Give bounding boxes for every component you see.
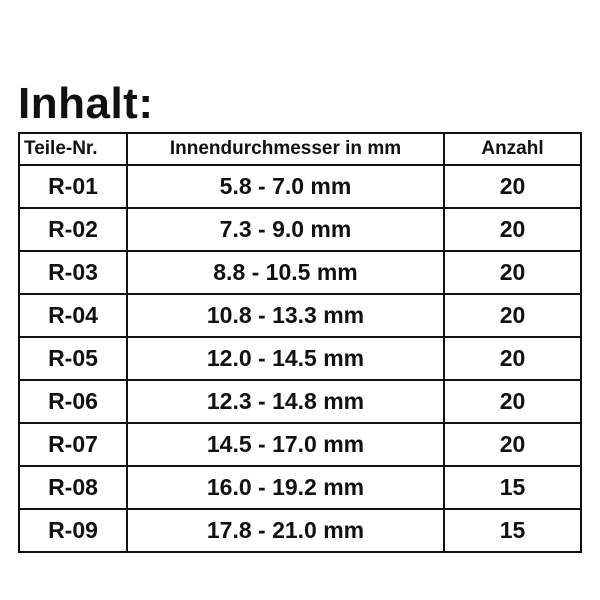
table-row bbox=[19, 509, 581, 552]
cell-quantity: 20 bbox=[444, 423, 581, 466]
cell-part-number: R-06 bbox=[19, 380, 127, 423]
cell-quantity: 15 bbox=[444, 509, 581, 552]
cell-part-number: R-03 bbox=[19, 251, 127, 294]
cell-quantity: 20 bbox=[444, 208, 581, 251]
header-part-number: Teile-Nr. bbox=[19, 133, 127, 165]
contents-table bbox=[18, 132, 582, 553]
table-row bbox=[19, 466, 581, 509]
table-row bbox=[19, 337, 581, 380]
cell-quantity: 20 bbox=[444, 337, 581, 380]
table-header-row bbox=[19, 133, 581, 165]
cell-inner-diameter: 5.8 - 7.0 mm bbox=[127, 165, 444, 208]
cell-inner-diameter: 16.0 - 19.2 mm bbox=[127, 466, 444, 509]
cell-inner-diameter: 12.3 - 14.8 mm bbox=[127, 380, 444, 423]
cell-inner-diameter: 8.8 - 10.5 mm bbox=[127, 251, 444, 294]
cell-quantity: 20 bbox=[444, 165, 581, 208]
table-row bbox=[19, 251, 581, 294]
cell-part-number: R-09 bbox=[19, 509, 127, 552]
header-quantity: Anzahl bbox=[444, 133, 581, 165]
table-row bbox=[19, 380, 581, 423]
page-title: Inhalt: bbox=[18, 79, 154, 128]
table-row bbox=[19, 165, 581, 208]
cell-quantity: 15 bbox=[444, 466, 581, 509]
table-row bbox=[19, 423, 581, 466]
cell-part-number: R-02 bbox=[19, 208, 127, 251]
cell-inner-diameter: 7.3 - 9.0 mm bbox=[127, 208, 444, 251]
cell-part-number: R-01 bbox=[19, 165, 127, 208]
cell-quantity: 20 bbox=[444, 380, 581, 423]
cell-quantity: 20 bbox=[444, 251, 581, 294]
cell-part-number: R-04 bbox=[19, 294, 127, 337]
cell-inner-diameter: 14.5 - 17.0 mm bbox=[127, 423, 444, 466]
cell-inner-diameter: 10.8 - 13.3 mm bbox=[127, 294, 444, 337]
table-row bbox=[19, 294, 581, 337]
cell-part-number: R-05 bbox=[19, 337, 127, 380]
cell-inner-diameter: 17.8 - 21.0 mm bbox=[127, 509, 444, 552]
cell-inner-diameter: 12.0 - 14.5 mm bbox=[127, 337, 444, 380]
cell-part-number: R-07 bbox=[19, 423, 127, 466]
table-row bbox=[19, 208, 581, 251]
cell-part-number: R-08 bbox=[19, 466, 127, 509]
header-inner-diameter: Innendurchmesser in mm bbox=[127, 133, 444, 165]
cell-quantity: 20 bbox=[444, 294, 581, 337]
